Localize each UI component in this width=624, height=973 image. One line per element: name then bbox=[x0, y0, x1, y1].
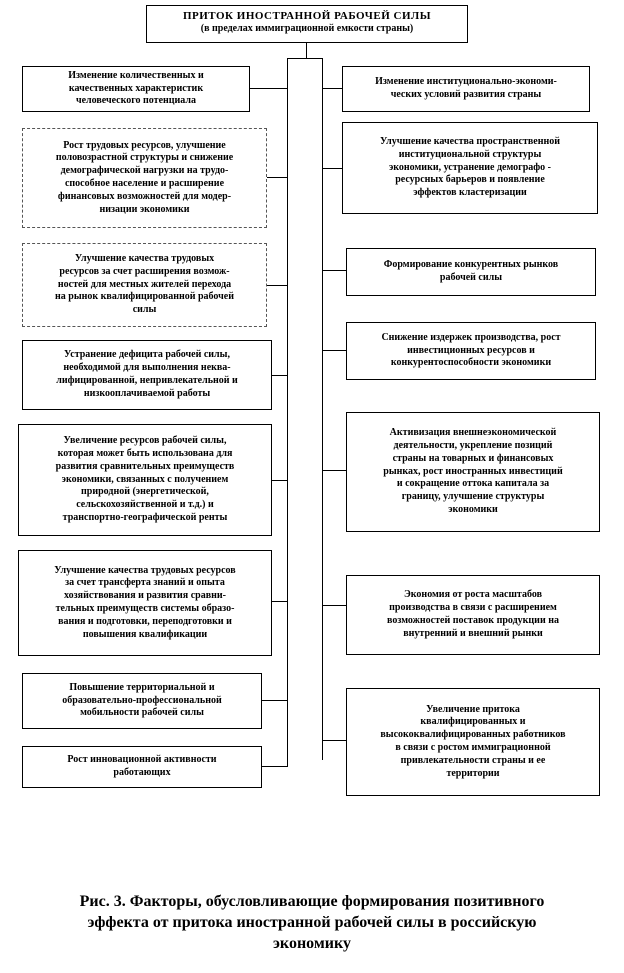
left-spine bbox=[287, 58, 288, 766]
right-factor-box: Активизация внешнеэкономической деятельности, укрепление позиций страны на товарных и финансовых рынках, рост иностранных инвестиций и сокращение оттока капитала за границу, улучшение структуры экономики bbox=[346, 412, 600, 532]
right-branch bbox=[322, 350, 346, 351]
right-spine bbox=[322, 58, 323, 760]
figure-caption: Рис. 3. Факторы, обусловливающие формирования позитивного эффекта от притока иностранной рабочей силы в российскую экономику bbox=[79, 893, 545, 952]
right-factor-box: Изменение институционально-экономи- ческих условий развития страны bbox=[342, 66, 590, 112]
right-factor-box: Снижение издержек производства, рост инвестиционных ресурсов и конкурентоспособности экономики bbox=[346, 322, 596, 380]
left-factor-box: Изменение количественных и качественных характеристик человеческого потенциала bbox=[22, 66, 250, 112]
left-branch bbox=[250, 88, 288, 89]
left-factor-box: Повышение территориальной и образовательно-профессиональной мобильности рабочей силы bbox=[22, 673, 262, 729]
left-factor-box: Увеличение ресурсов рабочей силы, которая может быть использована для развития сравнительных преимуществ экономики, связанных с получением природной (энергетической, сельскохозяйственной и т.д.) и транспортно-географической ренты bbox=[18, 424, 272, 536]
right-factor-box: Улучшение качества пространственной институциональной структуры экономики, устранение демографо - ресурсных барьеров и появление эффектов кластеризации bbox=[342, 122, 598, 214]
left-factor-box: Рост инновационной активности работающих bbox=[22, 746, 262, 788]
right-branch bbox=[322, 88, 342, 89]
right-branch bbox=[322, 605, 346, 606]
left-branch bbox=[267, 285, 288, 286]
left-branch bbox=[262, 766, 288, 767]
trunk-connector bbox=[306, 43, 307, 58]
right-branch bbox=[322, 470, 346, 471]
right-factor-box: Увеличение притока квалифицированных и высококвалифицированных работников в связи с ростом иммиграционной привлекательности страны и ее территории bbox=[346, 688, 600, 796]
diagram-header-box bbox=[146, 5, 468, 43]
left-branch bbox=[262, 700, 288, 701]
left-branch bbox=[267, 177, 288, 178]
diagram-subtitle: (в пределах иммиграционной емкости страны) bbox=[200, 23, 414, 35]
left-factor-box: Устранение дефицита рабочей силы, необходимой для выполнения неква- лифицированной, непривлекательной и низкооплачиваемой работы bbox=[22, 340, 272, 410]
left-branch bbox=[272, 480, 288, 481]
left-branch bbox=[272, 375, 288, 376]
right-factor-box: Формирование конкурентных рынков рабочей силы bbox=[346, 248, 596, 296]
left-factor-box: Рост трудовых ресурсов, улучшение половозрастной структуры и снижение демографической нагрузки на трудо- способное население и расширение финансовых возможностей для модер- низации экономики bbox=[22, 128, 267, 228]
right-branch bbox=[322, 740, 346, 741]
left-factor-box: Улучшение качества трудовых ресурсов за счет расширения возмож- ностей для местных жителей перехода на рынок квалифицированной рабочей силы bbox=[22, 243, 267, 327]
diagram-title: ПРИТОК ИНОСТРАННОЙ РАБОЧЕЙ СИЛЫ bbox=[182, 10, 432, 22]
right-branch bbox=[322, 168, 342, 169]
left-branch bbox=[272, 601, 288, 602]
left-factor-box: Улучшение качества трудовых ресурсов за счет трансферта знаний и опыта хозяйствования и развития сравни- тельных преимуществ системы образо- вания и подготовки, переподготовки и повышения квалификации bbox=[18, 550, 272, 656]
top-horizontal-connector bbox=[287, 58, 323, 59]
right-branch bbox=[322, 270, 346, 271]
right-factor-box: Экономия от роста масштабов производства в связи с расширением возможностей поставок продукции на внутренний и внешний рынки bbox=[346, 575, 600, 655]
